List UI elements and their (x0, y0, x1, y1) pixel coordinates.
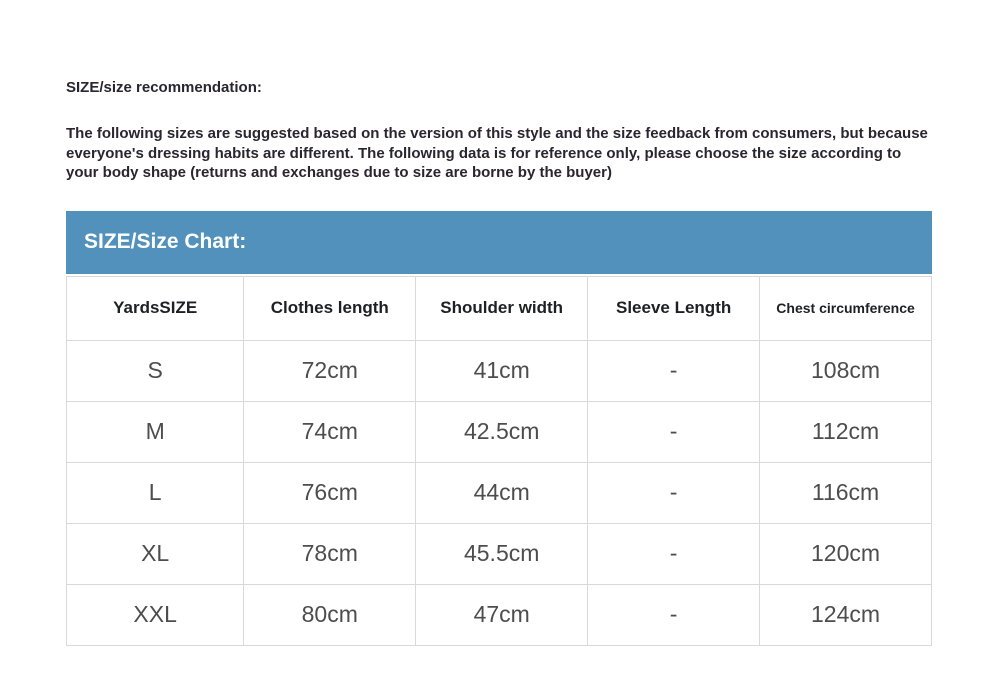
measurement-cell: 78cm (244, 523, 416, 584)
measurement-cell: 45.5cm (416, 523, 588, 584)
measurement-cell: 76cm (244, 462, 416, 523)
table-header-row (67, 276, 932, 340)
size-label-cell: XXL (67, 584, 244, 645)
measurement-cell: - (588, 340, 760, 401)
column-header-shoulder-width: Shoulder width (416, 276, 588, 340)
size-label-cell: S (67, 340, 244, 401)
measurement-cell: - (588, 462, 760, 523)
size-chart-banner-label: SIZE/Size Chart: (84, 230, 247, 253)
table-row (67, 462, 932, 523)
measurement-cell: 112cm (760, 401, 932, 462)
measurement-cell: 108cm (760, 340, 932, 401)
measurement-cell: 42.5cm (416, 401, 588, 462)
measurement-cell: - (588, 401, 760, 462)
column-header-yardssize: YardsSIZE (67, 276, 244, 340)
measurement-cell: 47cm (416, 584, 588, 645)
measurement-cell: 44cm (416, 462, 588, 523)
column-header-sleeve-length: Sleeve Length (588, 276, 760, 340)
size-label-cell: L (67, 462, 244, 523)
table-row (67, 584, 932, 645)
size-recommendation-text: The following sizes are suggested based on the version of this style and the size feedback from consumers, but because everyone's dressing habits are different. The following data is for reference only, please choose the size according to your body shape (returns and exchanges due to size are borne by the buyer) (66, 125, 928, 181)
measurement-cell: 41cm (416, 340, 588, 401)
size-chart-table (66, 276, 932, 646)
size-recommendation-title: SIZE/size recommendation: (66, 79, 262, 96)
table-row (67, 523, 932, 584)
table-row (67, 401, 932, 462)
column-header-chest-circumference: Chest circumference (760, 276, 932, 340)
measurement-cell: 116cm (760, 462, 932, 523)
measurement-cell: 80cm (244, 584, 416, 645)
size-label-cell: XL (67, 523, 244, 584)
measurement-cell: 124cm (760, 584, 932, 645)
measurement-cell: 72cm (244, 340, 416, 401)
measurement-cell: - (588, 584, 760, 645)
table-row (67, 340, 932, 401)
size-label-cell: M (67, 401, 244, 462)
size-chart-banner (66, 211, 932, 274)
measurement-cell: 74cm (244, 401, 416, 462)
measurement-cell: 120cm (760, 523, 932, 584)
column-header-clothes-length: Clothes length (244, 276, 416, 340)
measurement-cell: - (588, 523, 760, 584)
